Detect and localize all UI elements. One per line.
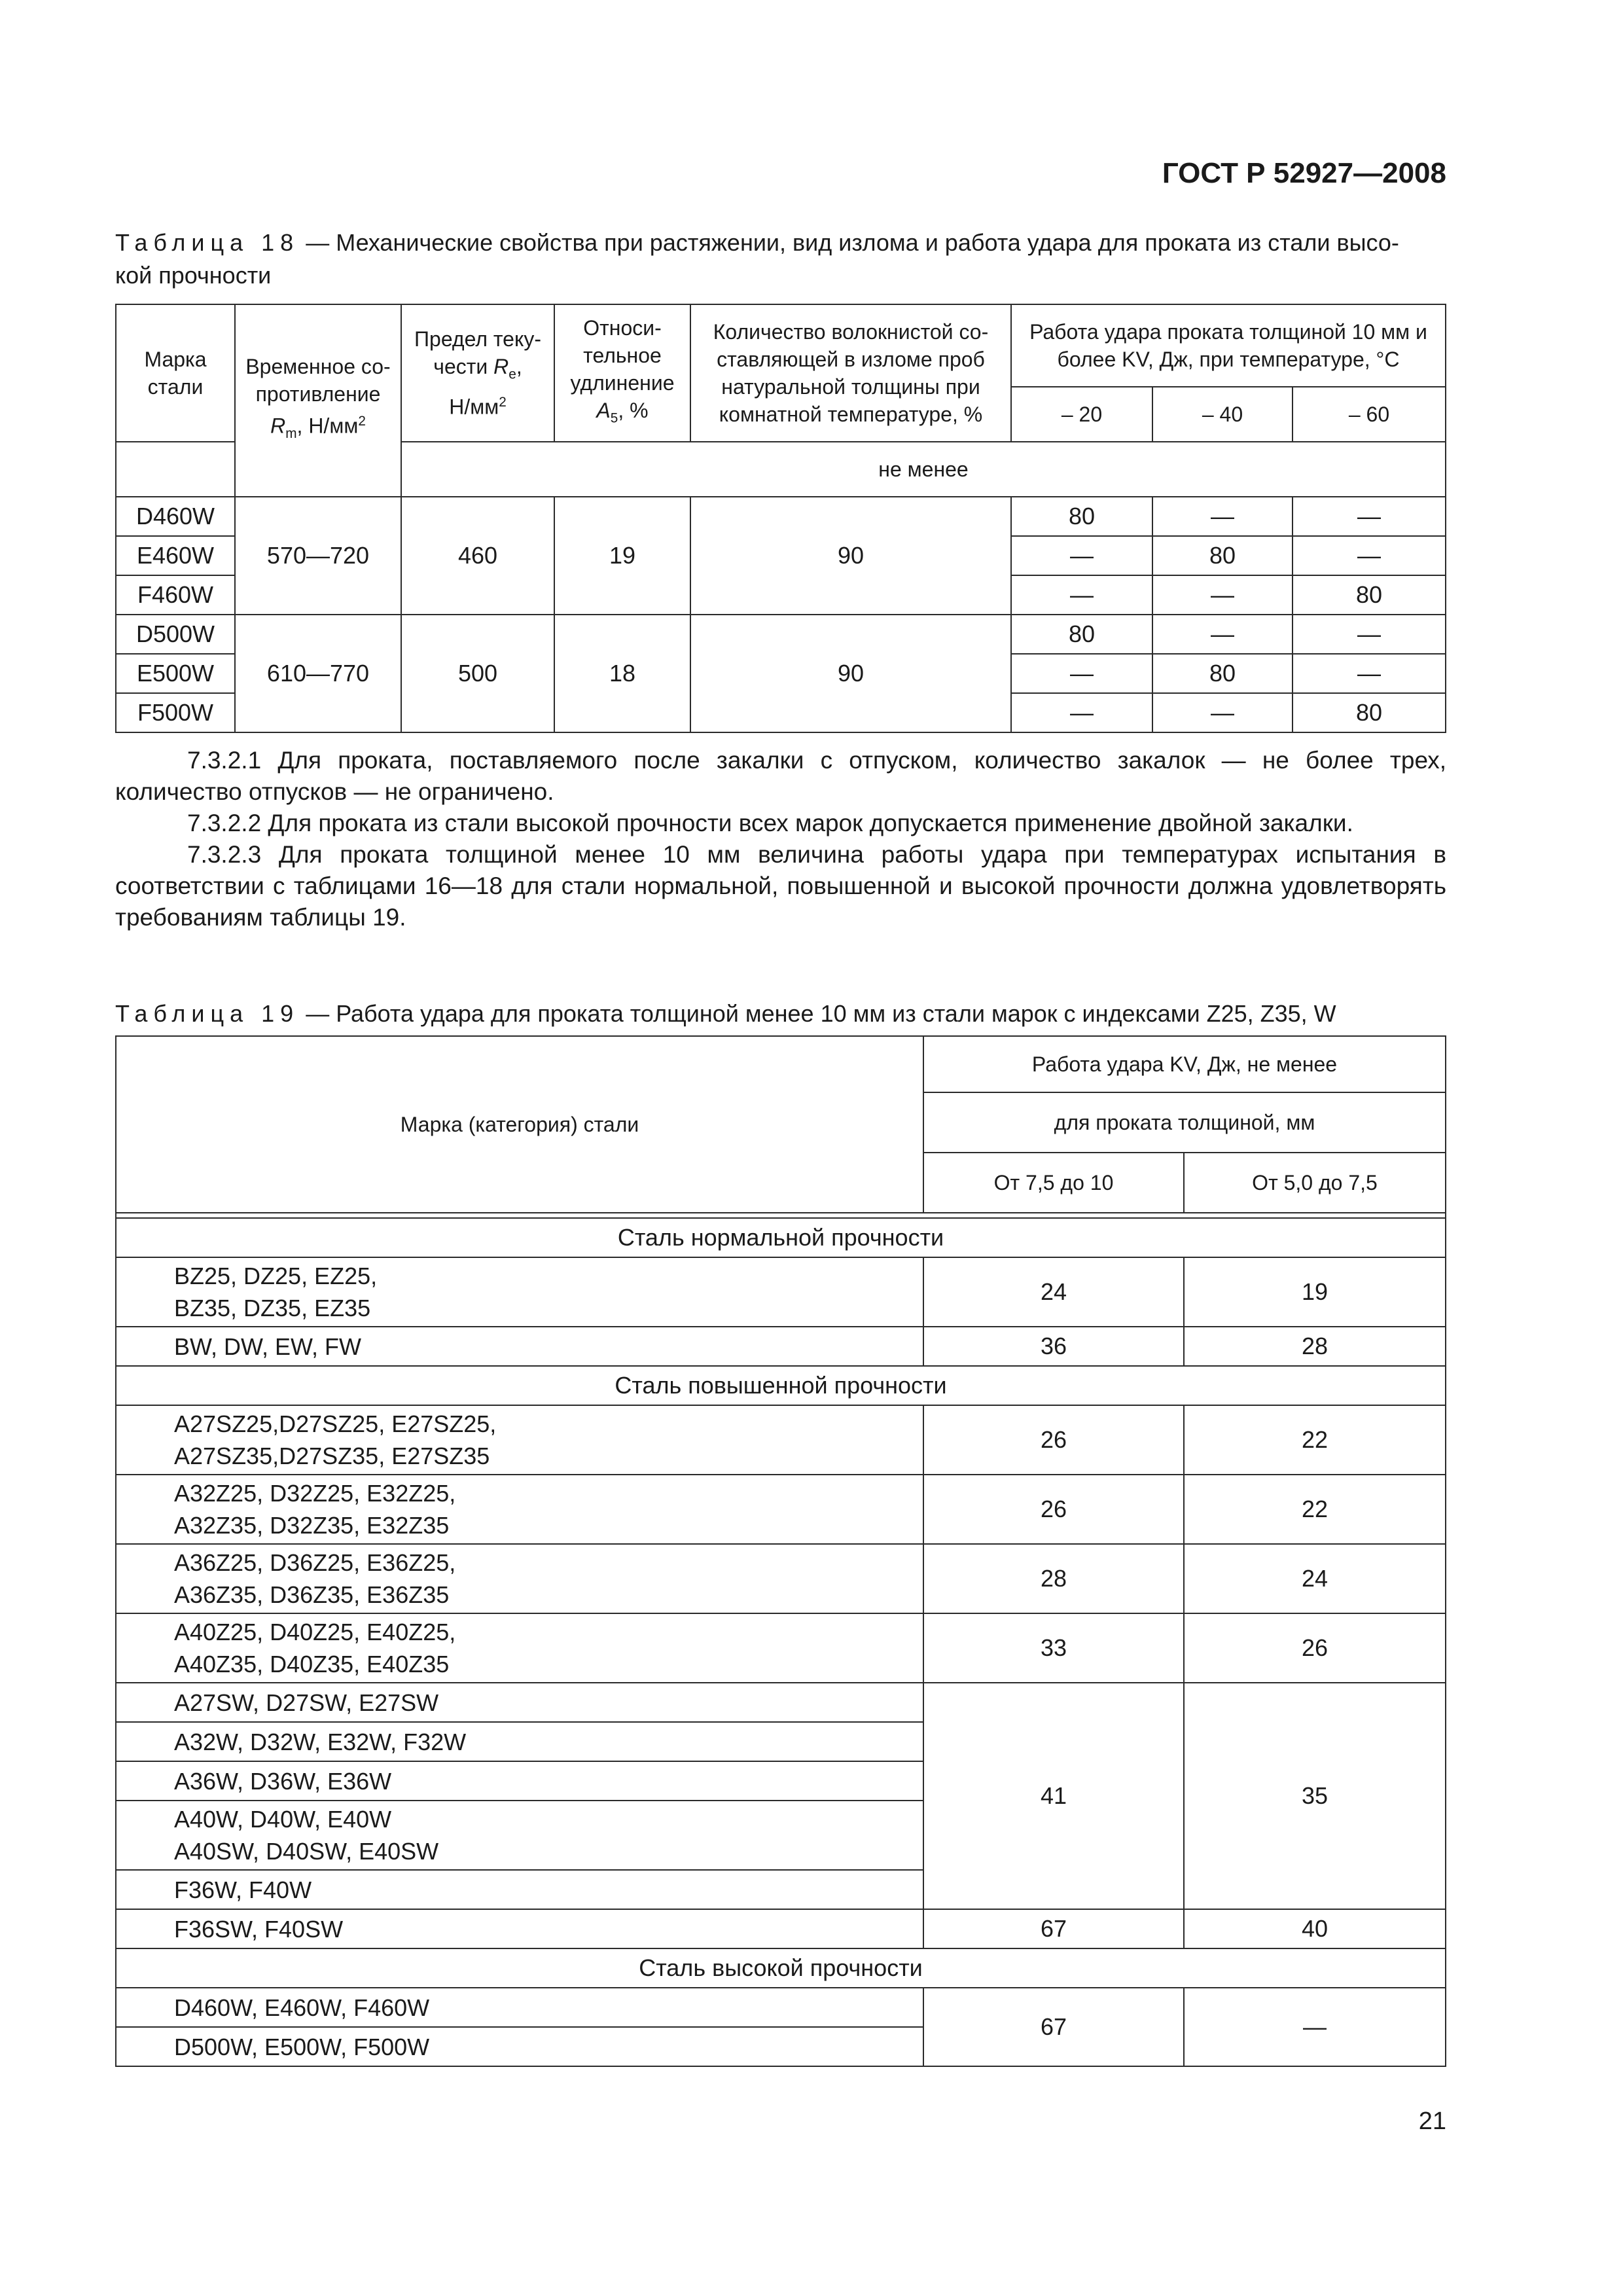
table18-caption [115,226,1431,292]
yield-unit: Н/мм [449,395,499,419]
header-yield-label: Предел теку-чести [414,327,541,379]
table-cell-t1: — [1011,575,1152,615]
yield-sub: e [508,367,516,382]
header-grade-spacer [116,442,235,497]
t19-cell-grade: A27SW, D27SW, E27SW [116,1683,923,1722]
paragraph-7-3-2-3: 7.3.2.3 Для проката толщиной менее 10 мм величина работы удара при температурах испытания в соответствии с таблицами 16—18 для стали нормальной, повышенной и высокой прочности должна удовлетворять требованиям таблицы 19. [115,841,1446,931]
grade-line: BZ25, DZ25, EZ25, [174,1263,378,1289]
t19-cell-val2: 26 [1184,1613,1446,1683]
t19-header-grade: Марка (категория) стали [116,1036,923,1213]
table-cell-fibrous: 90 [690,615,1011,732]
t19-cell-val2: 40 [1184,1909,1446,1948]
t19-cell-grade [116,1613,923,1683]
table-cell-t1: — [1011,654,1152,693]
table-cell-grade: D500W [116,615,235,654]
t19-cell-val2: 22 [1184,1475,1446,1544]
t19-cell-grade [116,1475,923,1544]
table-cell-t1: — [1011,693,1152,732]
tensile-symbol: R [270,414,286,439]
grade-line: A32Z35, D32Z35, E32Z35 [174,1512,450,1539]
grade-line: A40Z25, D40Z25, E40Z25, [174,1619,456,1645]
elong-sub: 5 [610,410,618,426]
table-cell-t2: 80 [1152,536,1293,575]
header-temp-40: – 40 [1152,387,1293,442]
table-cell-t2: — [1152,575,1293,615]
t19-cell-val1: 67 [923,1909,1184,1948]
t19-header-col2: От 5,0 до 7,5 [1184,1153,1446,1213]
t19-cell-val2: 24 [1184,1544,1446,1613]
grade-line: A36Z25, D36Z25, E36Z25, [174,1549,456,1576]
t19-section-normal: Сталь нормальной прочности [116,1218,1446,1257]
table19-title: — Работа удара для проката толщиной менее 10 мм из стали марок с индексами Z25, Z35, W [299,1000,1336,1027]
header-temp-20: – 20 [1011,387,1152,442]
t19-cell-val2: 19 [1184,1257,1446,1327]
t19-cell-grade: D460W, E460W, F460W [116,1988,923,2027]
t19-header-thickness: для проката толщиной, мм [923,1092,1446,1153]
table-cell-t2: — [1152,693,1293,732]
t19-cell-grade: F36SW, F40SW [116,1909,923,1948]
t19-cell-grade: F36W, F40W [116,1870,923,1909]
header-elongation [554,304,690,442]
header-tensile: Временное со-противление $R_m$, $Н/мм^2$ [235,304,401,497]
table-cell-grade: E500W [116,654,235,693]
grade-line: A40W, D40W, E40W [174,1806,392,1833]
t19-cell-grade [116,1544,923,1613]
table-cell-t3: — [1293,654,1446,693]
t19-cell-val1: 36 [923,1327,1184,1366]
t19-cell-val2: 28 [1184,1327,1446,1366]
t19-cell-grade [116,1801,923,1870]
table19-caption [115,997,1431,1030]
header-fibrous: Количество волокнистой со-ставляющей в изломе проб натуральной толщины при комнатной температуре, % [690,304,1011,442]
header-temp-60: – 60 [1293,387,1446,442]
table-cell-yield: 460 [401,497,554,615]
elong-unit: , % [618,398,649,422]
table-cell-t2: 80 [1152,654,1293,693]
table-18 [115,304,1446,733]
tensile-sub: m [285,426,297,442]
table-cell-grade: E460W [116,536,235,575]
table-cell-yield: 500 [401,615,554,732]
t19-header-impact: Работа удара KV, Дж, не менее [923,1036,1446,1092]
table19-label: Таблица 19 [115,1000,300,1027]
table-cell-t1: 80 [1011,497,1152,536]
grade-line: A36Z35, D36Z35, E36Z35 [174,1581,450,1608]
t19-cell-val1: 28 [923,1544,1184,1613]
header-grade: Марка стали [116,304,235,442]
grade-line: BZ35, DZ35, EZ35 [174,1295,371,1321]
table-cell-t3: 80 [1293,575,1446,615]
t19-header-col1: От 7,5 до 10 [923,1153,1184,1213]
paragraph-7-3-2-2: 7.3.2.2 Для проката из стали высокой прочности всех марок допускается применение двойной закалки. [187,810,1353,836]
table-cell-tensile: 610—770 [235,615,401,732]
table-cell-t3: — [1293,615,1446,654]
t19-cell-grade: BW, DW, EW, FW [116,1327,923,1366]
table-cell-t2: — [1152,615,1293,654]
t19-cell-val1: 26 [923,1475,1184,1544]
t19-cell-val1: 26 [923,1405,1184,1475]
t19-cell-grade [116,1257,923,1327]
header-min: не менее [401,442,1446,497]
grade-line: A40Z35, D40Z35, E40Z35 [174,1651,450,1677]
grade-line: A27SZ25,D27SZ25, E27SZ25, [174,1410,497,1437]
body-paragraphs [115,745,1446,933]
table18-label: Таблица 18 [115,229,300,256]
t19-cell-grade [116,1405,923,1475]
yield-symbol: R [493,355,509,379]
table-cell-grade: D460W [116,497,235,536]
table-cell-t2: — [1152,497,1293,536]
table-cell-t1: 80 [1011,615,1152,654]
t19-cell-val2: 35 [1184,1683,1446,1909]
table-cell-t1: — [1011,536,1152,575]
elong-symbol: A [596,398,611,422]
paragraph-7-3-2-1: 7.3.2.1 Для проката, поставляемого после закалки с отпуском, количество закалок — не более трех, количество отпусков — не ограничено. [115,747,1446,805]
header-elongation-label: Относи-тельное удлинение [570,315,675,395]
table-cell-elong: 19 [554,497,690,615]
t19-cell-val1: 41 [923,1683,1184,1909]
t19-cell-val2: — [1184,1988,1446,2066]
table-cell-t3: — [1293,497,1446,536]
t19-cell-val1: 24 [923,1257,1184,1327]
grade-line: A27SZ35,D27SZ35, E27SZ35 [174,1443,490,1469]
header-tensile-label: Временное со-противление [245,355,391,406]
t19-cell-val1: 33 [923,1613,1184,1683]
table-cell-elong: 18 [554,615,690,732]
t19-cell-grade: A36W, D36W, E36W [116,1761,923,1801]
header-yield: Предел теку-чести $R_e$, $Н/мм^2$ [401,304,554,442]
header-impact: Работа удара проката толщиной 10 мм и более KV, Дж, при температуре, °C [1011,304,1446,387]
table-19 [115,1035,1446,2067]
table18-title: — Механические свойства при растяжении, вид излома и работа удара для проката из стали высо-кой прочности [115,229,1399,289]
table-cell-t3: 80 [1293,693,1446,732]
t19-cell-val1: 67 [923,1988,1184,2066]
t19-section-increased: Сталь повышенной прочности [116,1366,1446,1405]
table-cell-grade: F460W [116,575,235,615]
table-cell-tensile: 570—720 [235,497,401,615]
table-cell-t3: — [1293,536,1446,575]
table-cell-grade: F500W [116,693,235,732]
t19-cell-grade: A32W, D32W, E32W, F32W [116,1722,923,1761]
t19-cell-grade: D500W, E500W, F500W [116,2027,923,2066]
grade-line: A40SW, D40SW, E40SW [174,1838,439,1865]
page-number: 21 [1418,2108,1446,2135]
t19-cell-val2: 22 [1184,1405,1446,1475]
grade-line: A32Z25, D32Z25, E32Z25, [174,1480,456,1507]
t19-header-gap [116,1213,1446,1218]
t19-section-high: Сталь высокой прочности [116,1948,1446,1988]
table-cell-fibrous: 90 [690,497,1011,615]
document-header: ГОСТ Р 52927—2008 [1162,157,1446,189]
tensile-unit: , Н/мм [296,414,359,439]
